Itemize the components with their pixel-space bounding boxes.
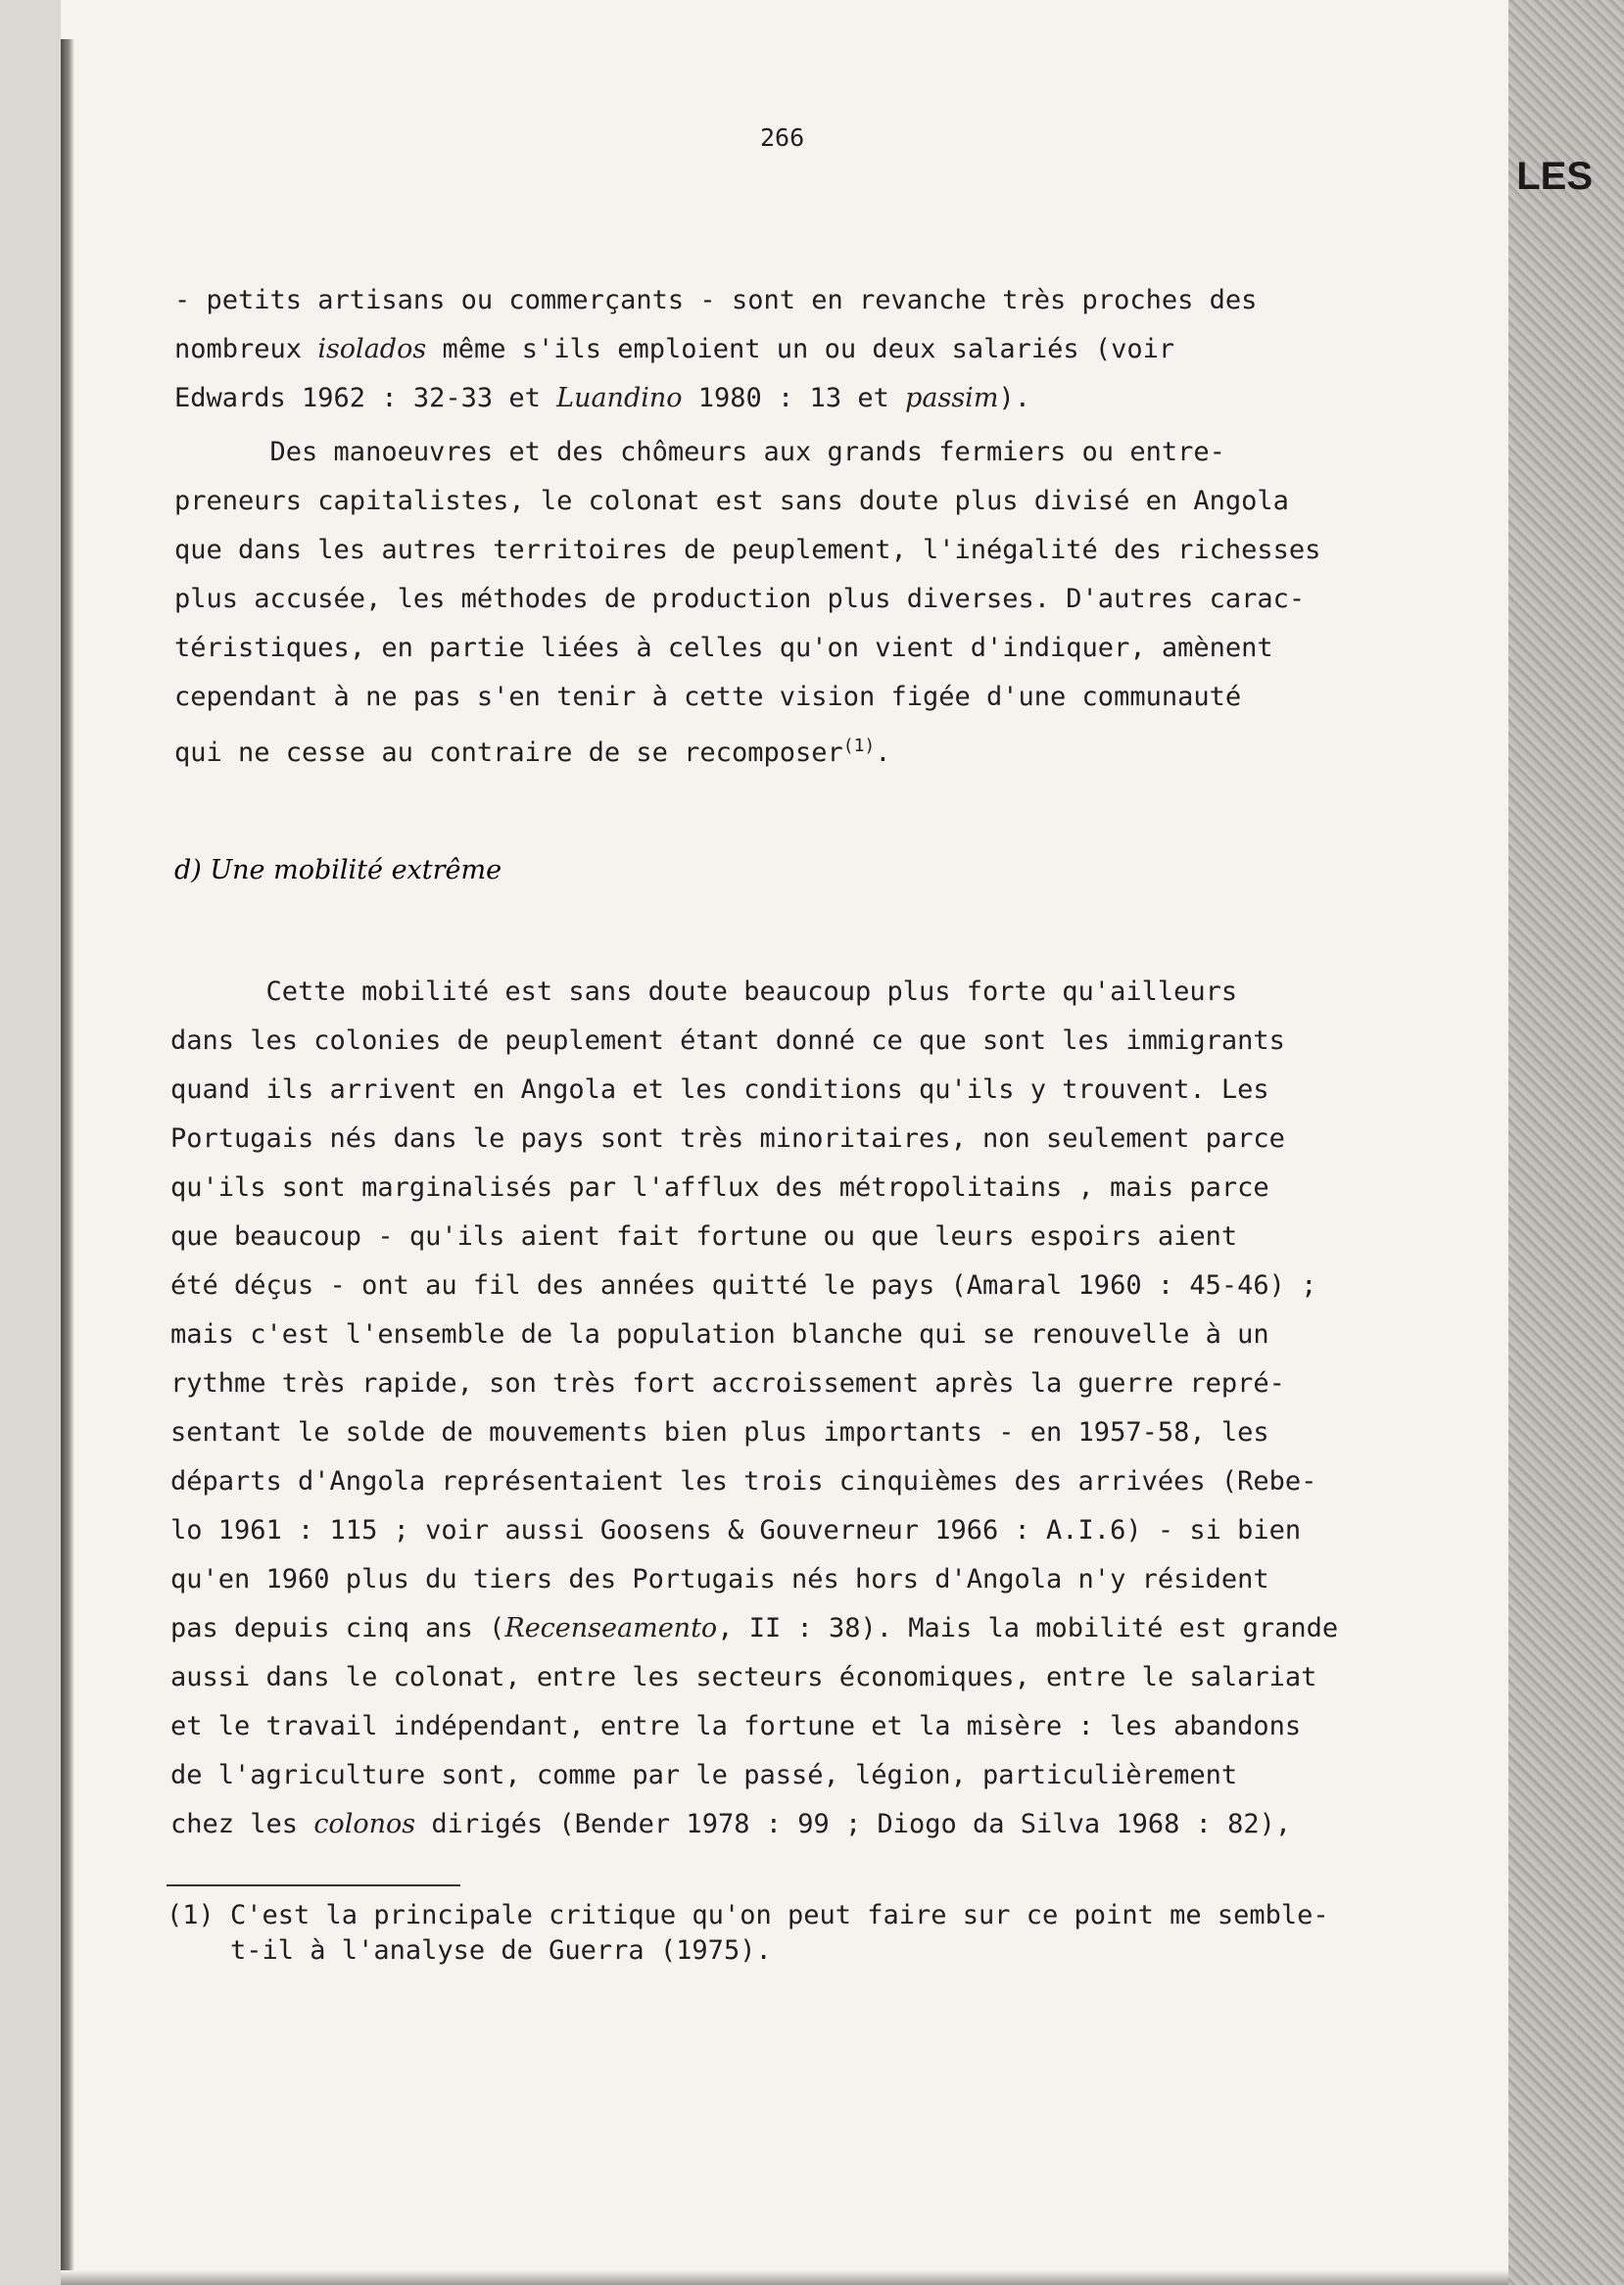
text-line: quand ils arrivent en Angola et les conditions qu'ils y trouvent. Les bbox=[170, 1074, 1269, 1105]
footnote-ref[interactable]: (1) bbox=[842, 736, 876, 756]
text-line: téristiques, en partie liées à celles qu'on vient d'indiquer, amènent bbox=[174, 633, 1273, 663]
text-line: pas depuis cinq ans (Recenseamento, II : 38). Mais la mobilité est grande bbox=[170, 1613, 1339, 1643]
text-line: aussi dans le colonat, entre les secteurs économiques, entre le salariat bbox=[170, 1662, 1317, 1692]
text-line: que dans les autres territoires de peuplement, l'inégalité des richesses bbox=[174, 535, 1321, 565]
text-line: plus accusée, les méthodes de production plus diverses. D'autres carac- bbox=[174, 584, 1306, 614]
text-line: dans les colonies de peuplement étant donné ce que sont les immigrants bbox=[170, 1025, 1285, 1056]
text-line: Cette mobilité est sans doute beaucoup plus forte qu'ailleurs bbox=[170, 976, 1238, 1007]
text-line: Des manoeuvres et des chômeurs aux grands fermiers ou entre- bbox=[174, 437, 1225, 467]
text-line: que beaucoup - qu'ils aient fait fortune ou que leurs espoirs aient bbox=[170, 1221, 1238, 1252]
bleed-through-top bbox=[764, 10, 1273, 264]
text-line: été déçus - ont au fil des années quitté le pays (Amaral 1960 : 45-46) ; bbox=[170, 1270, 1317, 1301]
text-line: lo 1961 : 115 ; voir aussi Goosens & Gouverneur 1966 : A.I.6) - si bien bbox=[170, 1515, 1302, 1546]
text-line: Portugais nés dans le pays sont très minoritaires, non seulement parce bbox=[170, 1123, 1285, 1154]
text-line: de l'agriculture sont, comme par le passé, légion, particulièrement bbox=[170, 1760, 1238, 1790]
italic-term: passim bbox=[905, 383, 999, 413]
italic-term: Luandino bbox=[556, 383, 683, 413]
text-line: qu'ils sont marginalisés par l'afflux des métropolitains , mais parce bbox=[170, 1172, 1269, 1203]
italic-term: colonos bbox=[313, 1809, 416, 1839]
text-line: cependant à ne pas s'en tenir à cette vision figée d'une communauté bbox=[174, 682, 1242, 712]
text-segment: nombreux bbox=[174, 334, 318, 364]
text-line: Edwards 1962 : 32-33 et Luandino 1980 : 13 et passim). bbox=[174, 383, 1030, 413]
italic-term: Recenseamento bbox=[504, 1613, 718, 1643]
text-line: rythme très rapide, son très fort accroissement après la guerre repré- bbox=[170, 1368, 1285, 1399]
text-segment: même s'ils emploient un ou deux salariés (voir bbox=[426, 334, 1175, 364]
page-left-shadow bbox=[61, 39, 74, 2282]
text-line: départs d'Angola représentaient les trois cinquièmes des arrivées (Rebe- bbox=[170, 1466, 1317, 1497]
side-mark: LES bbox=[1516, 155, 1593, 198]
section-heading: d) Une mobilité extrême bbox=[174, 855, 502, 885]
text-line bbox=[174, 325, 1174, 373]
text-line: - petits artisans ou commerçants - sont en revanche très proches des bbox=[174, 285, 1258, 315]
footnote-separator bbox=[167, 1884, 460, 1886]
text-line: qui ne cesse au contraire de se recomposer$^{(1)}$. bbox=[174, 736, 891, 768]
text-line: qu'en 1960 plus du tiers des Portugais nés hors d'Angola n'y résident bbox=[170, 1564, 1269, 1595]
text-line: mais c'est l'ensemble de la population blanche qui se renouvelle à un bbox=[170, 1319, 1269, 1350]
text-line: preneurs capitalistes, le colonat est sans doute plus divisé en Angola bbox=[174, 486, 1289, 516]
text-line: et le travail indépendant, entre la fortune et la misère : les abandons bbox=[170, 1711, 1302, 1741]
italic-term: isolados bbox=[317, 334, 427, 364]
adjacent-page-strip bbox=[1508, 0, 1624, 2285]
text-line: sentant le solde de mouvements bien plus importants - en 1957-58, les bbox=[170, 1417, 1269, 1448]
text-line: chez les colonos dirigés (Bender 1978 : 99 ; Diogo da Silva 1968 : 82), bbox=[170, 1809, 1292, 1839]
footnote-line: (1) C'est la principale critique qu'on peut faire sur ce point me semble- bbox=[167, 1900, 1329, 1930]
page-number: 266 bbox=[760, 123, 805, 152]
page-bottom-shadow bbox=[61, 2270, 1520, 2285]
footnote-line: t-il à l'analyse de Guerra (1975). bbox=[167, 1935, 772, 1966]
